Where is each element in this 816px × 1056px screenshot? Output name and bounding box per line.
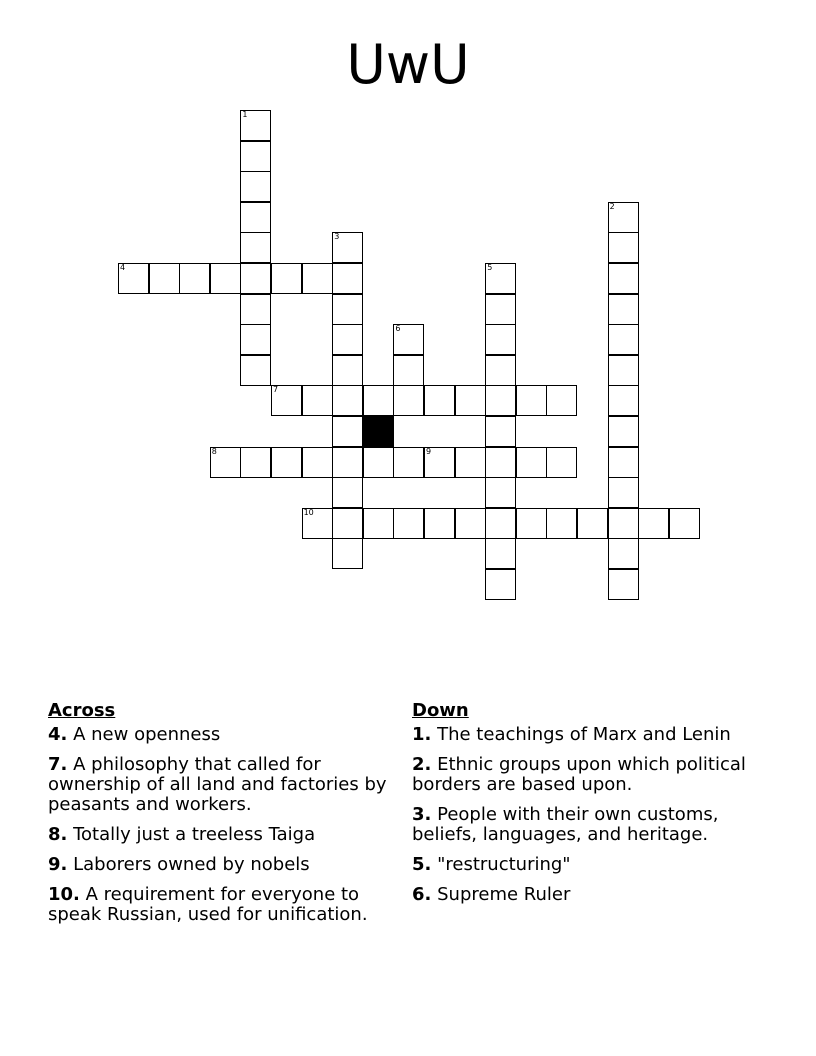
- grid-cell[interactable]: [424, 447, 455, 478]
- clue-down-5: [412, 855, 772, 875]
- grid-cell[interactable]: [240, 447, 271, 478]
- grid-cell[interactable]: [393, 508, 424, 539]
- grid-cell[interactable]: [393, 385, 424, 416]
- grid-cell[interactable]: [240, 294, 271, 325]
- clue-number: 5.: [412, 854, 432, 875]
- grid-cell[interactable]: [302, 508, 333, 539]
- clue-number-label: 9: [426, 446, 432, 456]
- grid-cell[interactable]: [393, 355, 424, 386]
- grid-cell[interactable]: [485, 385, 516, 416]
- grid-cell[interactable]: [424, 508, 455, 539]
- grid-cell[interactable]: [332, 447, 363, 478]
- grid-cell[interactable]: [240, 355, 271, 386]
- grid-cell[interactable]: [393, 324, 424, 355]
- grid-cell[interactable]: [332, 508, 363, 539]
- grid-cell[interactable]: [455, 508, 486, 539]
- grid-cell[interactable]: [608, 569, 639, 600]
- grid-cell[interactable]: [332, 538, 363, 569]
- clue-number-label: 7: [273, 385, 279, 395]
- grid-cell[interactable]: [363, 385, 394, 416]
- grid-cell[interactable]: [455, 385, 486, 416]
- clue-number: 2.: [412, 754, 432, 775]
- grid-cell[interactable]: [363, 447, 394, 478]
- grid-cell[interactable]: [332, 355, 363, 386]
- clue-number-label: 8: [211, 446, 217, 456]
- grid-cell[interactable]: [608, 508, 639, 539]
- clue-across-4: [48, 725, 403, 745]
- grid-cell[interactable]: [546, 447, 577, 478]
- clue-number-label: 1: [242, 110, 248, 119]
- grid-cell[interactable]: [608, 355, 639, 386]
- grid-cell[interactable]: [240, 324, 271, 355]
- grid-cell[interactable]: [669, 508, 700, 539]
- clue-number: 3.: [412, 804, 432, 825]
- grid-cell[interactable]: [608, 324, 639, 355]
- grid-cell[interactable]: [393, 447, 424, 478]
- grid-cell[interactable]: [485, 538, 516, 569]
- grid-cell[interactable]: [485, 508, 516, 539]
- clue-text: Supreme Ruler: [437, 884, 571, 905]
- grid-cell[interactable]: [240, 110, 271, 141]
- grid-cell[interactable]: [210, 263, 241, 294]
- grid-cell[interactable]: [485, 263, 516, 294]
- grid-cell[interactable]: [608, 202, 639, 233]
- clue-across-9: [48, 855, 403, 875]
- clue-text: Ethnic groups upon which political borders are based upon.: [412, 754, 746, 795]
- down-heading: Down: [412, 700, 469, 721]
- grid-cell[interactable]: [302, 263, 333, 294]
- clue-number-label: 5: [487, 263, 493, 272]
- grid-cell[interactable]: [638, 508, 669, 539]
- grid-cell[interactable]: [516, 508, 547, 539]
- grid-cell[interactable]: [149, 263, 180, 294]
- clue-number-label: 6: [395, 324, 401, 334]
- grid-cell[interactable]: [240, 263, 271, 294]
- grid-cell[interactable]: [210, 447, 241, 478]
- clue-number: 4.: [48, 724, 68, 745]
- grid-cell[interactable]: [455, 447, 486, 478]
- clue-number: 7.: [48, 754, 68, 775]
- clue-number-label: 3: [334, 232, 340, 242]
- grid-cell[interactable]: [608, 294, 639, 325]
- clue-number-label: 2: [609, 201, 615, 211]
- clue-number: 9.: [48, 854, 68, 875]
- grid-cell[interactable]: [608, 416, 639, 447]
- down-clues: [412, 700, 772, 915]
- grid-cell[interactable]: [179, 263, 210, 294]
- blocked-cell: [363, 416, 394, 447]
- grid-cell[interactable]: [424, 385, 455, 416]
- grid-cell[interactable]: [577, 508, 608, 539]
- grid-cell[interactable]: [271, 447, 302, 478]
- grid-cell[interactable]: [332, 324, 363, 355]
- grid-cell[interactable]: [516, 385, 547, 416]
- clue-text: "restructuring": [437, 854, 571, 875]
- grid-cell[interactable]: [546, 508, 577, 539]
- grid-cell[interactable]: [302, 447, 333, 478]
- grid-cell[interactable]: [608, 447, 639, 478]
- clue-text: A requirement for everyone to speak Russian, used for unification.: [48, 884, 368, 925]
- clue-number: 6.: [412, 884, 432, 905]
- grid-cell[interactable]: [240, 171, 271, 202]
- grid-cell[interactable]: [485, 477, 516, 508]
- grid-cell[interactable]: [485, 447, 516, 478]
- grid-cell[interactable]: [608, 232, 639, 263]
- grid-cell[interactable]: [363, 508, 394, 539]
- clue-text: The teachings of Marx and Lenin: [437, 724, 731, 745]
- grid-cell[interactable]: [485, 324, 516, 355]
- grid-cell[interactable]: [516, 447, 547, 478]
- grid-cell[interactable]: [608, 263, 639, 294]
- across-heading: Across: [48, 700, 116, 721]
- grid-cell[interactable]: [546, 385, 577, 416]
- clue-text: Totally just a treeless Taiga: [73, 824, 316, 845]
- clue-text: A new openness: [73, 724, 221, 745]
- grid-cell[interactable]: [608, 538, 639, 569]
- grid-cell[interactable]: [608, 477, 639, 508]
- clue-down-1: [412, 725, 772, 745]
- clue-down-2: [412, 755, 772, 795]
- grid-cell[interactable]: [485, 569, 516, 600]
- clue-text: People with their own customs, beliefs, languages, and heritage.: [412, 804, 719, 845]
- grid-cell[interactable]: [332, 263, 363, 294]
- across-clues: [48, 700, 403, 935]
- clue-down-6: [412, 885, 772, 905]
- clue-number-label: 4: [120, 263, 126, 272]
- grid-cell[interactable]: [271, 385, 302, 416]
- grid-cell[interactable]: [332, 232, 363, 263]
- clue-text: A philosophy that called for ownership of all land and factories by peasants and workers.: [48, 754, 387, 815]
- clue-across-10: [48, 885, 403, 925]
- grid-cell[interactable]: [332, 416, 363, 447]
- clue-across-7: [48, 755, 403, 815]
- grid-cell[interactable]: [332, 294, 363, 325]
- grid-cell[interactable]: [485, 416, 516, 447]
- grid-cell[interactable]: [240, 202, 271, 233]
- grid-cell[interactable]: [271, 263, 302, 294]
- clue-number: 8.: [48, 824, 68, 845]
- grid-cell[interactable]: [608, 385, 639, 416]
- clue-text: Laborers owned by nobels: [73, 854, 310, 875]
- clue-down-3: [412, 805, 772, 845]
- grid-cell[interactable]: [332, 385, 363, 416]
- grid-cell[interactable]: [118, 263, 149, 294]
- clue-number: 1.: [412, 724, 432, 745]
- grid-cell[interactable]: [332, 477, 363, 508]
- puzzle-title: UwU: [346, 33, 470, 96]
- clue-number-label: 10: [303, 507, 314, 517]
- clue-number: 10.: [48, 884, 80, 905]
- clue-across-8: [48, 825, 403, 845]
- grid-cell[interactable]: [485, 294, 516, 325]
- grid-cell[interactable]: [485, 355, 516, 386]
- grid-cell[interactable]: [302, 385, 333, 416]
- grid-cell[interactable]: [240, 232, 271, 263]
- grid-cell[interactable]: [240, 141, 271, 172]
